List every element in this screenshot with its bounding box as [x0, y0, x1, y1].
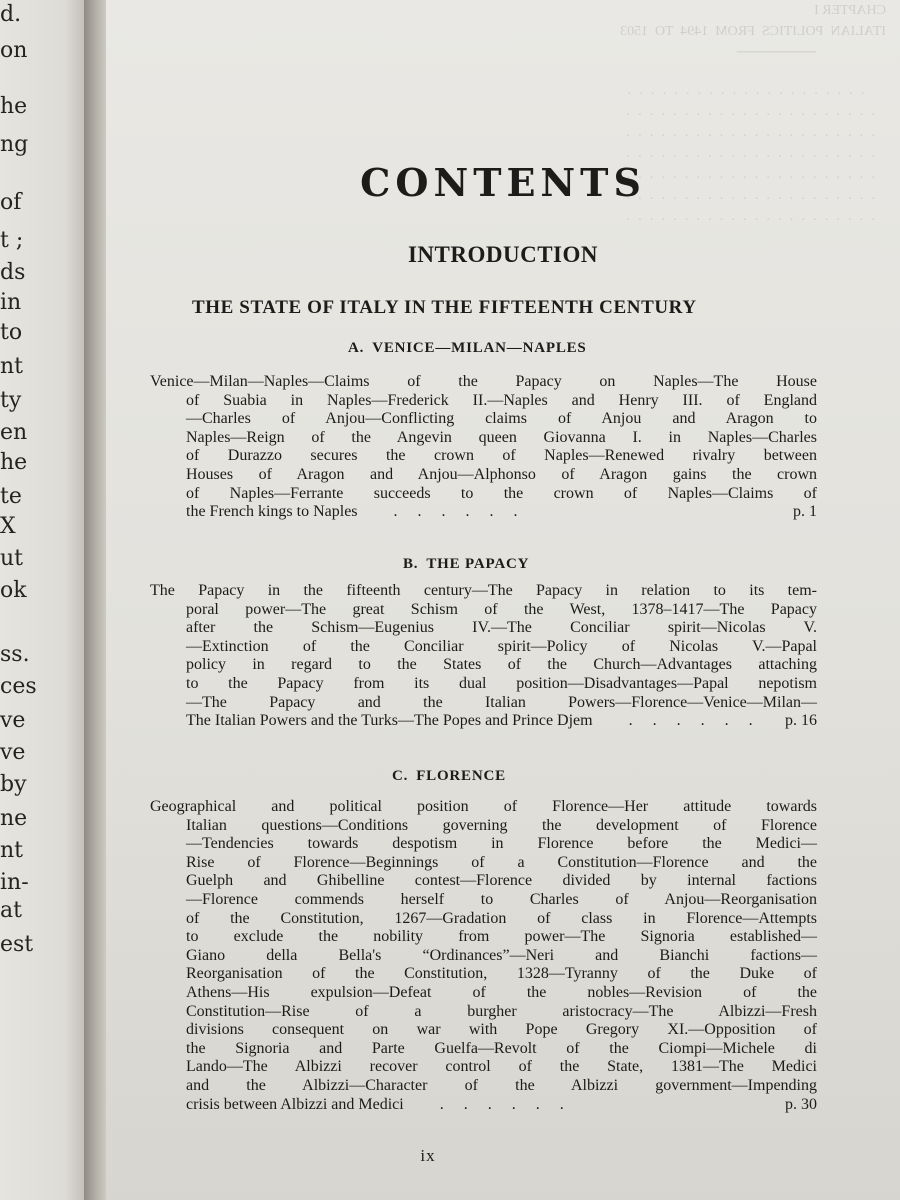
contents-entry-line — [186, 1003, 817, 1021]
contents-entry-line — [186, 485, 817, 503]
contents-entry-line — [186, 1040, 817, 1058]
contents-entry-line — [186, 392, 817, 410]
entry-text: —The Papacy and the Italian Powers—Florence—Venice—Milan— — [186, 693, 817, 711]
left-page-fragment: he — [0, 450, 28, 475]
entry-text: poral power—The great Schism of the West, 1378–1417—The Papacy — [186, 600, 817, 618]
left-page-fragment: est — [0, 932, 34, 957]
entry-text: of the Constitution, 1267—Gradation of class in Florence—Attempts — [186, 909, 817, 927]
left-page-fragment: ty — [0, 388, 22, 413]
contents-entry-line — [150, 373, 817, 391]
entry-text: Venice—Milan—Naples—Claims of the Papacy on Naples—The House — [150, 373, 817, 390]
left-page-fragment: by — [0, 772, 27, 797]
left-page-fragment: nt — [0, 838, 24, 863]
contents-entry-line — [186, 447, 817, 465]
section-heading — [392, 768, 506, 785]
page-number: ix — [420, 1146, 436, 1165]
entry-text: Giano della Bella's “Ordinances”—Neri and Bianchi factions— — [186, 946, 817, 964]
dot-leader: ...... — [393, 503, 538, 521]
entry-text: The Italian Powers and the Turks—The Popes and Prince Djem — [186, 712, 593, 730]
entry-text: policy in regard to the States of the Church—Advantages attaching — [186, 656, 817, 674]
section-letter: A. — [348, 340, 365, 356]
left-page-fragment: ne — [0, 806, 28, 831]
left-page-fragment: ss. — [0, 642, 30, 667]
section-heading — [348, 340, 587, 357]
page-reference[interactable]: p. 1 — [793, 503, 817, 521]
entry-text: Guelph and Ghibelline contest—Florence divided by internal factions — [186, 872, 817, 890]
contents-entry-line — [186, 854, 817, 872]
contents-entry-line — [186, 638, 817, 656]
left-page-fragment: t ; — [0, 228, 24, 253]
contents-entry-line — [186, 429, 817, 447]
contents-entry-line — [186, 656, 817, 674]
section-letter: B. — [403, 556, 419, 572]
entry-text: after the Schism—Eugenius IV.—The Conciliar spirit—Nicolas V. — [186, 619, 817, 637]
left-page-fragment: ve — [0, 740, 26, 765]
entry-text: Naples—Reign of the Angevin queen Giovanna I. in Naples—Charles — [186, 428, 817, 446]
entry-text: Geographical and political position of Florence—Her attitude towards — [150, 798, 817, 815]
entry-text: of Durazzo secures the crown of Naples—Renewed rivalry between — [186, 447, 817, 465]
left-page-fragment: to — [0, 320, 23, 345]
entry-text: —Charles of Anjou—Conflicting claims of Anjou and Aragon to — [186, 410, 817, 428]
left-page-fragment: at — [0, 898, 22, 923]
contents-entry-line — [186, 466, 817, 484]
contents-entry-line — [186, 872, 817, 890]
entry-text: crisis between Albizzi and Medici — [186, 1095, 404, 1113]
section-letter: C. — [392, 768, 409, 784]
contents-entry-line — [186, 947, 817, 965]
left-page-fragment: ok — [0, 578, 27, 603]
entry-text: divisions consequent on war with Pope Gregory XI.—Opposition of — [186, 1021, 817, 1039]
contents-entry-line — [186, 410, 817, 428]
left-page-fragment: of — [0, 190, 22, 215]
page-title: CONTENTS — [360, 160, 646, 205]
contents-entry-line — [150, 582, 817, 600]
left-page-fragment: X — [0, 514, 16, 539]
contents-entry-line — [186, 965, 817, 983]
entry-text: Italian questions—Conditions governing the development of Florence — [186, 816, 817, 834]
entry-text: Lando—The Albizzi recover control of the State, 1381—The Medici — [186, 1058, 817, 1076]
left-facing-page — [0, 0, 92, 1200]
contents-entry-line — [186, 1021, 817, 1039]
left-page-fragment: ut — [0, 546, 24, 571]
entry-text: —Extinction of the Conciliar spirit—Policy of Nicolas V.—Papal — [186, 637, 817, 655]
part-subtitle: THE STATE OF ITALY IN THE FIFTEENTH CENTURY — [192, 297, 697, 318]
contents-entry-line — [186, 619, 817, 637]
left-page-fragment: ve — [0, 708, 26, 733]
left-page-fragment: in- — [0, 870, 29, 895]
part-title: INTRODUCTION — [407, 242, 599, 267]
contents-entry-line — [186, 1077, 817, 1095]
contents-entry-line — [186, 601, 817, 619]
contents-entry-line — [186, 1058, 817, 1076]
entry-text: Houses of Aragon and Anjou—Alphonso of Aragon gains the crown — [186, 466, 817, 483]
section-title: FLORENCE — [416, 768, 506, 784]
section-heading — [403, 556, 529, 573]
entry-text: The Papacy in the fifteenth century—The Papacy in relation to its tem- — [150, 582, 817, 599]
dot-leader: ...... — [628, 712, 773, 730]
entry-text: Athens—His expulsion—Defeat of the nobles—Revision of the — [186, 984, 817, 1001]
page-reference[interactable]: p. 30 — [785, 1095, 817, 1113]
entry-text: and the Albizzi—Character of the Albizzi government—Impending — [186, 1077, 817, 1094]
left-page-fragment: te — [0, 484, 22, 509]
left-page-fragment: ng — [0, 132, 29, 157]
page-reference[interactable]: p. 16 — [785, 712, 817, 730]
left-page-fragment: ces — [0, 674, 37, 699]
show-through-text: CHAPTER I ITALIAN POLITICS FROM 1494 TO 1503 ──────── · · · · · · · · · · · · · · · · · · · · · · · · · · · · · · · · · · · · · · · · · · · · · · · · · · · · · · · · · · · · · · · · · · · · · · · · · · · · · · · · · · · · · · · · · · · · · · · · · · · · · · · · · · · · · · · · · · · · · · · · · · · · · · · · · · · · · · · · · · · · · · · · · · · · · · · · · — [620, 3, 886, 228]
entry-text: Rise of Florence—Beginnings of a Constitution—Florence and the — [186, 853, 817, 871]
left-page-fragment: in — [0, 290, 22, 315]
left-page-fragment: en — [0, 420, 28, 445]
contents-entry-line — [186, 503, 817, 521]
contents-entry-line — [186, 984, 817, 1002]
entry-text: of Naples—Ferrante succeeds to the crown of Naples—Claims of — [186, 484, 817, 502]
entry-text: —Florence commends herself to Charles of Anjou—Reorganisation — [186, 891, 817, 908]
left-page-fragment: he — [0, 94, 28, 119]
section-title: THE PAPACY — [426, 556, 530, 572]
left-page-fragment: ds — [0, 260, 26, 285]
entry-text: the Signoria and Parte Guelfa—Revolt of the Ciompi—Michele di — [186, 1039, 817, 1057]
contents-entry-line — [186, 910, 817, 928]
contents-entry-line — [186, 928, 817, 946]
entry-text: the French kings to Naples — [186, 503, 358, 521]
left-page-fragment: on — [0, 38, 28, 63]
entry-text: —Tendencies towards despotism in Florence before the Medici— — [186, 835, 817, 853]
entry-text: Reorganisation of the Constitution, 1328—Tyranny of the Duke of — [186, 965, 817, 983]
contents-entry-line — [150, 798, 817, 816]
contents-entry-line — [186, 817, 817, 835]
entry-text: Constitution—Rise of a burgher aristocracy—The Albizzi—Fresh — [186, 1002, 817, 1020]
contents-entry-line — [186, 675, 817, 693]
left-page-fragment: d. — [0, 2, 22, 27]
entry-text: of Suabia in Naples—Frederick II.—Naples and Henry III. of England — [186, 391, 817, 409]
contents-entry-line — [186, 1096, 817, 1114]
contents-entry-line — [186, 694, 817, 712]
section-title: VENICE—MILAN—NAPLES — [372, 340, 587, 356]
entry-text: to the Papacy from its dual position—Disadvantages—Papal nepotism — [186, 675, 817, 692]
contents-entry-line — [186, 712, 817, 730]
contents-entry-line — [186, 835, 817, 853]
entry-text: to exclude the nobility from power—The Signoria established— — [186, 928, 817, 946]
contents-page — [106, 0, 900, 1200]
left-page-fragment: nt — [0, 354, 24, 379]
contents-entry-line — [186, 891, 817, 909]
dot-leader: ...... — [439, 1095, 584, 1113]
